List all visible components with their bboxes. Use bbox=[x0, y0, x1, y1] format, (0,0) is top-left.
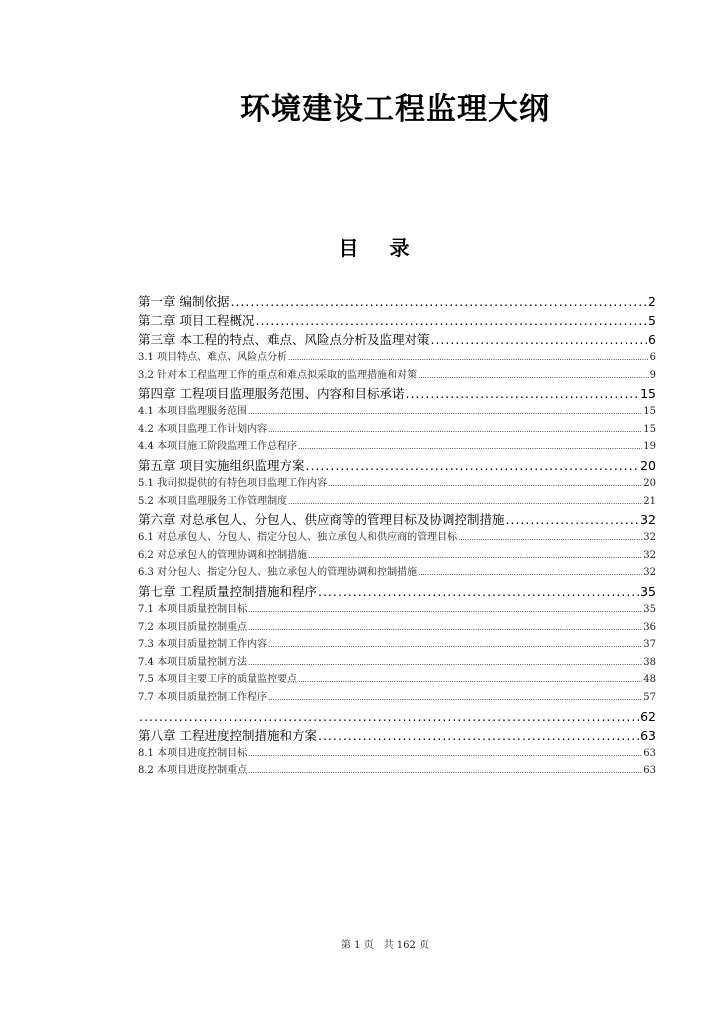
toc-entry-page-number: 32 bbox=[643, 532, 656, 544]
toc-entry-page-number: 32 bbox=[640, 512, 656, 528]
toc-entry-page-number: 15 bbox=[643, 406, 656, 418]
toc-entry-label: 第八章 工程进度控制措施和方案 bbox=[138, 727, 317, 743]
toc-leader-dots bbox=[288, 350, 649, 367]
toc-entry-page-number: 63 bbox=[640, 727, 656, 743]
toc-leader-dots bbox=[248, 763, 642, 780]
toc-section-entry bbox=[138, 636, 656, 654]
toc-entry-label: 7.7 本项目质量控制工作程序 bbox=[138, 691, 268, 703]
toc-section-entry bbox=[138, 529, 656, 547]
toc-leader-dots bbox=[248, 602, 642, 619]
toc-entry-page-number: 63 bbox=[643, 747, 656, 759]
toc-leader-dots bbox=[248, 404, 642, 421]
toc-section-entry bbox=[138, 403, 656, 421]
toc-section-entry bbox=[138, 619, 656, 637]
toc-section-entry bbox=[138, 671, 656, 689]
toc-entry-page-number: 36 bbox=[643, 621, 656, 633]
toc-entry-page-number: 21 bbox=[643, 495, 656, 507]
toc-chapter-entry bbox=[138, 311, 656, 330]
toc-leader-dots bbox=[505, 510, 639, 529]
toc-leader-dots bbox=[230, 292, 647, 311]
toc-leader-dots bbox=[248, 746, 642, 763]
toc-chapter-entry bbox=[138, 582, 656, 601]
toc-entry-page-number: 6 bbox=[649, 352, 656, 363]
toc-entry-label: 4.4 本项目施工阶段监理工作总程序 bbox=[138, 441, 298, 453]
toc-leader-dots bbox=[255, 311, 647, 330]
toc-leader-dots bbox=[405, 384, 639, 403]
toc-entry-label: 第五章 项目实施组织监理方案 bbox=[138, 457, 305, 473]
toc-entry-page-number: 15 bbox=[640, 386, 656, 402]
toc-section-entry bbox=[138, 367, 656, 385]
toc-chapter-entry bbox=[138, 384, 656, 403]
toc-leader-dots bbox=[308, 548, 642, 565]
toc-leader-dots bbox=[268, 637, 642, 654]
toc-entry-page-number: 19 bbox=[643, 441, 656, 453]
toc-leader-dots bbox=[139, 707, 639, 726]
toc-entry-label: 3.1 项目特点、难点、风险点分析 bbox=[138, 352, 288, 363]
toc-entry-label: 第六章 对总承包人、分包人、供应商等的管理目标及协调控制措施 bbox=[138, 512, 505, 528]
toc-leader-dots bbox=[248, 620, 642, 637]
toc-entry-page-number: 5 bbox=[648, 313, 656, 328]
toc-section-entry bbox=[138, 564, 656, 582]
toc-entry-page-number: 32 bbox=[643, 549, 656, 561]
toc-entry-label: 7.1 本项目质量控制目标 bbox=[138, 603, 248, 615]
toc-section-entry bbox=[138, 421, 656, 439]
toc-entry-label: 6.3 对分包人、指定分包人、独立承包人的管理协调和控制措施 bbox=[138, 567, 418, 579]
toc-entry-label: 第二章 项目工程概况 bbox=[138, 313, 255, 328]
toc-leader-dots bbox=[305, 456, 639, 475]
toc-entry-page-number: 2 bbox=[648, 294, 656, 309]
toc-section-entry bbox=[138, 654, 656, 672]
toc-chapter-entry bbox=[138, 707, 656, 726]
toc-entry-label: 6.2 对总承包人的管理协调和控制措施 bbox=[138, 549, 308, 561]
toc-heading: 目 录 bbox=[338, 236, 422, 260]
toc-entry-label: 4.2 本项目监理工作计划内容 bbox=[138, 423, 268, 435]
toc-section-entry bbox=[138, 438, 656, 456]
toc-chapter-entry bbox=[138, 510, 656, 529]
toc-leader-dots bbox=[418, 565, 642, 582]
toc-entry-label: 7.2 本项目质量控制重点 bbox=[138, 621, 248, 633]
toc-leader-dots bbox=[298, 672, 642, 689]
toc-entry-label: 5.1 我司拟提供的有特色项目监理工作内容 bbox=[138, 477, 328, 489]
toc-leader-dots bbox=[288, 494, 642, 511]
toc-entry-page-number: 63 bbox=[643, 765, 656, 777]
toc-entry-page-number: 57 bbox=[643, 691, 656, 703]
toc-entry-label: 第四章 工程项目监理服务范围、内容和目标承诺 bbox=[138, 386, 405, 402]
toc-entry-label: 第七章 工程质量控制措施和程序 bbox=[138, 583, 317, 599]
toc-chapter-entry bbox=[138, 292, 656, 311]
toc-entry-label: 5.2 本项目监理服务工作管理制度 bbox=[138, 495, 288, 507]
page-footer: 第 1 页 共 162 页 bbox=[340, 940, 430, 951]
toc-entry-label: 4.1 本项目监理服务范围 bbox=[138, 406, 248, 418]
toc-leader-dots bbox=[248, 655, 642, 672]
toc-section-entry bbox=[138, 745, 656, 763]
table-of-contents bbox=[138, 292, 656, 780]
toc-section-entry bbox=[138, 762, 656, 780]
toc-entry-label: 7.4 本项目质量控制方法 bbox=[138, 656, 248, 668]
toc-section-entry bbox=[138, 689, 656, 707]
toc-entry-page-number: 37 bbox=[643, 639, 656, 651]
toc-leader-dots bbox=[328, 476, 642, 493]
toc-section-entry bbox=[138, 349, 656, 367]
toc-section-entry bbox=[138, 475, 656, 493]
toc-section-entry bbox=[138, 601, 656, 619]
toc-section-entry bbox=[138, 493, 656, 511]
toc-entry-page-number: 38 bbox=[643, 656, 656, 668]
toc-entry-page-number: 32 bbox=[643, 567, 656, 579]
toc-leader-dots bbox=[318, 726, 639, 745]
toc-entry-label: 7.3 本项目质量控制工作内容 bbox=[138, 639, 268, 651]
toc-leader-dots bbox=[298, 439, 642, 456]
toc-entry-label: 第三章 本工程的特点、难点、风险点分析及监理对策 bbox=[138, 332, 430, 347]
toc-entry-label: 8.2 本项目进度控制重点 bbox=[138, 765, 248, 777]
toc-section-entry bbox=[138, 547, 656, 565]
toc-entry-label: 第一章 编制依据 bbox=[138, 294, 230, 309]
toc-leader-dots bbox=[268, 690, 642, 707]
toc-entry-page-number: 62 bbox=[640, 708, 656, 724]
toc-entry-page-number: 35 bbox=[640, 583, 656, 599]
toc-entry-page-number: 48 bbox=[643, 674, 656, 686]
document-title: 环境建设工程监理大纲 bbox=[240, 92, 550, 127]
toc-entry-label: 3.2 针对本工程监理工作的重点和难点拟采取的监理措施和对策 bbox=[138, 369, 418, 381]
toc-entry-label: 7.5 本项目主要工序的质量监控要点 bbox=[138, 674, 298, 686]
toc-entry-page-number: 20 bbox=[643, 477, 656, 489]
toc-chapter-entry bbox=[138, 330, 656, 349]
toc-entry-page-number: 20 bbox=[640, 457, 656, 473]
toc-entry-label: 6.1 对总承包人、分包人、指定分包人、独立承包人和供应商的管理目标 bbox=[138, 532, 458, 544]
toc-chapter-entry bbox=[138, 726, 656, 745]
toc-entry-page-number: 15 bbox=[643, 423, 656, 435]
toc-leader-dots bbox=[318, 582, 639, 601]
toc-entry-page-number: 6 bbox=[648, 332, 656, 347]
toc-leader-dots bbox=[458, 530, 642, 547]
toc-entry-page-number: 35 bbox=[643, 603, 656, 615]
toc-entry-page-number: 9 bbox=[649, 369, 656, 381]
toc-leader-dots bbox=[430, 330, 647, 349]
toc-chapter-entry bbox=[138, 456, 656, 475]
toc-leader-dots bbox=[418, 368, 649, 385]
toc-entry-label: 8.1 本项目进度控制目标 bbox=[138, 747, 248, 759]
toc-leader-dots bbox=[268, 422, 642, 439]
